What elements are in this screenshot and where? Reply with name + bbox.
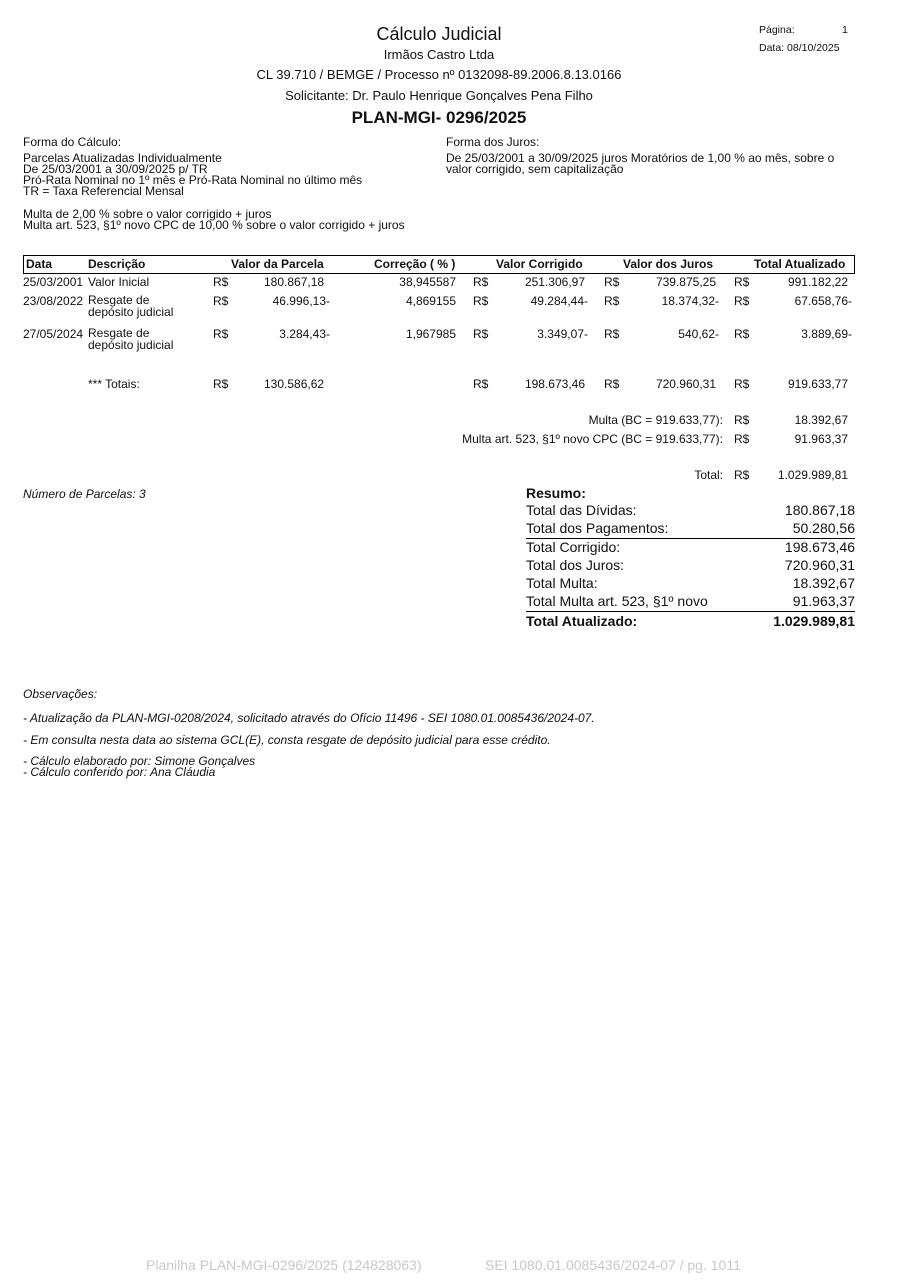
observation-item: - Atualização da PLAN-MGI-0208/2024, solicitado através do Ofício 11496 - SEI 1080.01.0085436/2024-07. [23, 711, 595, 725]
row-date: 25/03/2001 [23, 275, 84, 289]
grand-total-value: 1.029.989,81 [777, 468, 848, 482]
currency-symbol: R$ [473, 294, 489, 308]
summary-label: Total Corrigido: [526, 539, 621, 555]
currency-symbol: R$ [604, 294, 620, 308]
interest-form-line: De 25/03/2001 a 30/09/2025 juros Moratórios de 1,00 % ao mês, sobre o [446, 151, 835, 165]
totals-label: *** Totais: [88, 377, 140, 391]
currency-symbol: R$ [213, 275, 229, 289]
column-header-correction: Correção ( % ) [374, 257, 456, 271]
summary-label: Total das Dívidas: [526, 502, 637, 518]
summary-label: Total Multa art. 523, §1º novo [526, 593, 708, 609]
row-description: Valor Inicial [88, 275, 150, 289]
currency-symbol: R$ [604, 327, 620, 341]
column-header-installment: Valor da Parcela [231, 257, 324, 271]
summary-value: 198.673,46 [784, 539, 855, 555]
currency-symbol: R$ [734, 432, 750, 446]
currency-symbol: R$ [604, 275, 620, 289]
fine-description: Multa de 2,00 % sobre o valor corrigido + juros [23, 207, 272, 221]
document-code: PLAN-MGI- 0296/2025 [351, 108, 527, 127]
currency-symbol: R$ [734, 377, 750, 391]
totals-total: 919.633,77 [787, 377, 848, 391]
table-header [23, 255, 855, 274]
calc-form-line: Pró-Rata Nominal no 1º mês e Pró-Rata Nominal no último mês [23, 173, 363, 187]
fine-cpc-label: Multa art. 523, §1º novo CPC (BC = 919.633,77): [462, 432, 723, 446]
totals-interest: 720.960,31 [655, 377, 716, 391]
summary-row [526, 575, 855, 593]
observation-item: - Cálculo elaborado por: Simone Gonçalves [23, 754, 256, 768]
company-name: Irmãos Castro Ltda [383, 47, 495, 62]
summary-label: Total Multa: [526, 575, 598, 591]
row-installment-value: 180.867,18 [264, 275, 325, 289]
currency-symbol: R$ [213, 377, 229, 391]
summary-row [526, 520, 855, 539]
row-interest: 18.374,32- [661, 294, 719, 308]
row-correction: 1,967985 [405, 327, 456, 341]
calc-form-line: TR = Taxa Referencial Mensal [23, 184, 184, 198]
footer-sei-reference: SEI 1080.01.0085436/2024-07 / pg. 1011 [485, 1257, 741, 1273]
row-corrected-value: 3.349,07- [537, 327, 588, 341]
row-description: Resgate de [88, 293, 150, 307]
currency-symbol: R$ [473, 377, 489, 391]
summary-label: Total Atualizado: [526, 613, 638, 629]
requester-line: Solicitante: Dr. Paulo Henrique Gonçalves Pena Filho [285, 88, 593, 103]
row-interest: 739.875,25 [655, 275, 716, 289]
totals-installment: 130.586,62 [264, 377, 325, 391]
row-total: 3.889,69- [801, 327, 852, 341]
footer-spreadsheet-id: Planilha PLAN-MGI-0296/2025 (124828063) [146, 1257, 422, 1273]
fine-cpc-value: 91.963,37 [794, 432, 848, 446]
grand-total-label: Total: [694, 468, 723, 482]
summary-row [526, 502, 855, 520]
currency-symbol: R$ [734, 294, 750, 308]
currency-symbol: R$ [213, 294, 229, 308]
summary-total-row [526, 613, 855, 631]
column-header-total: Total Atualizado [754, 257, 846, 271]
summary-label: Total dos Juros: [526, 557, 625, 573]
currency-symbol: R$ [734, 327, 750, 341]
observation-item: - Em consulta nesta data ao sistema GCL(E), consta resgate de depósito judicial para esse crédito. [23, 733, 551, 747]
summary-value: 50.280,56 [792, 520, 855, 536]
currency-symbol: R$ [734, 468, 750, 482]
column-header-description: Descrição [88, 257, 146, 271]
installments-count: Número de Parcelas: 3 [23, 487, 146, 501]
interest-form-label: Forma dos Juros: [446, 135, 540, 149]
currency-symbol: R$ [213, 327, 229, 341]
summary-value: 180.867,18 [784, 502, 855, 518]
row-installment-value: 46.996,13- [272, 294, 330, 308]
row-date: 23/08/2022 [23, 294, 84, 308]
summary-value: 720.960,31 [784, 557, 855, 573]
summary-row [526, 557, 855, 575]
page-number: 1 [842, 24, 848, 36]
column-header-interest: Valor dos Juros [623, 257, 714, 271]
calc-form-label: Forma do Cálculo: [23, 135, 122, 149]
row-installment-value: 3.284,43- [279, 327, 330, 341]
summary-title: Resumo: [526, 485, 586, 501]
currency-symbol: R$ [473, 275, 489, 289]
document-date: Data: 08/10/2025 [759, 42, 840, 54]
summary-label: Total dos Pagamentos: [526, 520, 669, 536]
summary-row [526, 539, 855, 557]
calc-form-line: Parcelas Atualizadas Individualmente [23, 151, 222, 165]
row-description-line2: depósito judicial [88, 305, 174, 319]
totals-corrected: 198.673,46 [524, 377, 585, 391]
row-corrected-value: 49.284,44- [530, 294, 588, 308]
row-correction: 4,869155 [405, 294, 456, 308]
observation-item: - Cálculo conferido por: Ana Cláudia [23, 765, 216, 779]
currency-symbol: R$ [734, 275, 750, 289]
row-corrected-value: 251.306,97 [524, 275, 585, 289]
row-date: 27/05/2024 [23, 327, 84, 341]
interest-form-line: valor corrigido, sem capitalização [446, 162, 624, 176]
row-total: 67.658,76- [794, 294, 852, 308]
currency-symbol: R$ [473, 327, 489, 341]
column-header-date: Data [26, 257, 53, 271]
currency-symbol: R$ [604, 377, 620, 391]
summary-row [526, 593, 855, 612]
calc-form-line: De 25/03/2001 a 30/09/2025 p/ TR [23, 162, 208, 176]
fine-value: 18.392,67 [794, 413, 848, 427]
row-description-line2: depósito judicial [88, 338, 174, 352]
page-label: Página: [759, 24, 795, 36]
summary-value: 91.963,37 [792, 593, 855, 609]
row-correction: 38,945587 [399, 275, 456, 289]
row-description: Resgate de [88, 326, 150, 340]
summary-value: 18.392,67 [792, 575, 855, 591]
summary-value: 1.029.989,81 [773, 613, 855, 629]
fine-label: Multa (BC = 919.633,77): [588, 413, 723, 427]
observations-title: Observações: [23, 687, 98, 701]
currency-symbol: R$ [734, 413, 750, 427]
row-interest: 540,62- [678, 327, 719, 341]
fine-cpc-description: Multa art. 523, §1º novo CPC de 10,00 % sobre o valor corrigido + juros [23, 218, 405, 232]
document-title: Cálculo Judicial [376, 24, 502, 44]
row-total: 991.182,22 [787, 275, 848, 289]
column-header-corrected-value: Valor Corrigido [496, 257, 583, 271]
process-line: CL 39.710 / BEMGE / Processo nº 0132098-89.2006.8.13.0166 [256, 67, 622, 82]
